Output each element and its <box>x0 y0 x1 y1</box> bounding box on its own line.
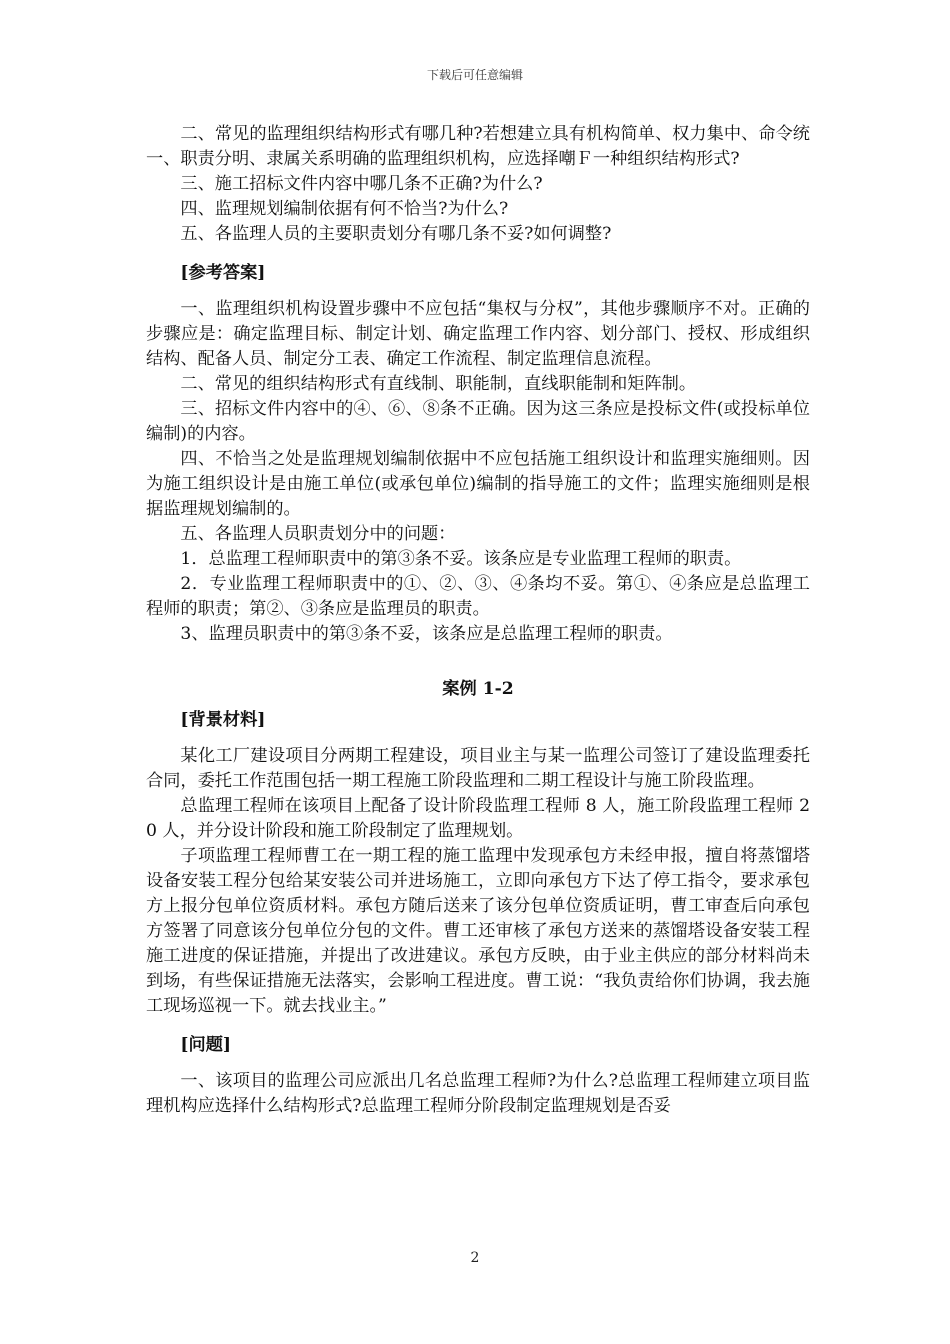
background-paragraph: 总监理工程师在该项目上配备了设计阶段监理工程师 8 人，施工阶段监理工程师 20 人，并分设计阶段和施工阶段制定了监理规划。 <box>146 796 810 841</box>
question-paragraph: 五、各监理人员的主要职责划分有哪几条不妥?如何调整? <box>180 224 612 244</box>
answer-paragraph: 3、监理员职责中的第③条不妥，该条应是总监理工程师的职责。 <box>180 624 673 644</box>
answer-paragraph: 三、招标文件内容中的④、⑥、⑧条不正确。因为这三条应是投标文件(或投标单位编制)的内容。 <box>146 399 810 444</box>
question-paragraph: 三、施工招标文件内容中哪几条不正确?为什么? <box>180 174 543 194</box>
question-heading: [问题] <box>180 1035 232 1055</box>
page-number: 2 <box>470 1250 480 1266</box>
answer-paragraph: 四、不恰当之处是监理规划编制依据中不应包括施工组织设计和监理实施细则。因为施工组织设计是由施工单位(或承包单位)编制的指导施工的文件；监理实施细则是根据监理规划编制的。 <box>146 449 810 519</box>
answer-heading: [参考答案] <box>180 263 266 283</box>
answer-paragraph: 二、常见的组织结构形式有直线制、职能制，直线职能制和矩阵制。 <box>180 374 697 394</box>
answer-paragraph: 2．专业监理工程师职责中的①、②、③、④条均不妥。第①、④条应是总监理工程师的职责；第②、③条应是监理员的职责。 <box>146 574 810 619</box>
background-paragraph: 子项监理工程师曹工在一期工程的施工监理中发现承包方未经申报，擅自将蒸馏塔设备安装工程分包给某安装公司并进场施工，立即向承包方下达了停工指令，要求承包方上报分包单位资质材料。承包方随后送来了该分包单位资质证明，曹工审查后向承包方签署了同意该分包单位分包的文件。曹工还审核了承包方送来的蒸馏塔设备安装工程施工进度的保证措施，并提出了改进建议。承包方反映，由于业主供应的部分材料尚未到场，有些保证措施无法落实，会影响工程进度。曹工说：“我负责给你们协调，我去施工现场巡视一下。就去找业主。” <box>146 846 810 1016</box>
question-paragraph: 一、该项目的监理公司应派出几名总监理工程师?为什么?总监理工程师建立项目监理机构应选择什么结构形式?总监理工程师分阶段制定监理规划是否妥 <box>146 1071 810 1116</box>
background-heading: [背景材料] <box>180 710 266 730</box>
background-paragraph: 某化工厂建设项目分两期工程建设，项目业主与某一监理公司签订了建设监理委托合同，委托工作范围包括一期工程施工阶段监理和二期工程设计与施工阶段监理。 <box>146 746 810 791</box>
page-header: 下载后可任意编辑 <box>426 68 523 82</box>
question-paragraph: 二、常见的监理组织结构形式有哪几种?若想建立具有机构简单、权力集中、命令统一、职责分明、隶属关系明确的监理组织机构，应选择嘲Ｆ一种组织结构形式? <box>146 124 810 169</box>
answer-paragraph: 一、监理组织机构设置步骤中不应包括“集权与分权”，其他步骤顺序不对。正确的步骤应是：确定监理目标、制定计划、确定监理工作内容、划分部门、授权、形成组织结构、配备人员、制定分工表、确定工作流程、制定监理信息流程。 <box>146 299 810 369</box>
answer-paragraph: 1．总监理工程师职责中的第③条不妥。该条应是专业监理工程师的职责。 <box>180 549 742 569</box>
document-body <box>146 122 810 1119</box>
case-title: 案例 1-2 <box>442 679 514 699</box>
answer-paragraph: 五、各监理人员职责划分中的问题： <box>180 524 456 544</box>
question-paragraph: 四、监理规划编制依据有何不恰当?为什么? <box>180 199 509 219</box>
